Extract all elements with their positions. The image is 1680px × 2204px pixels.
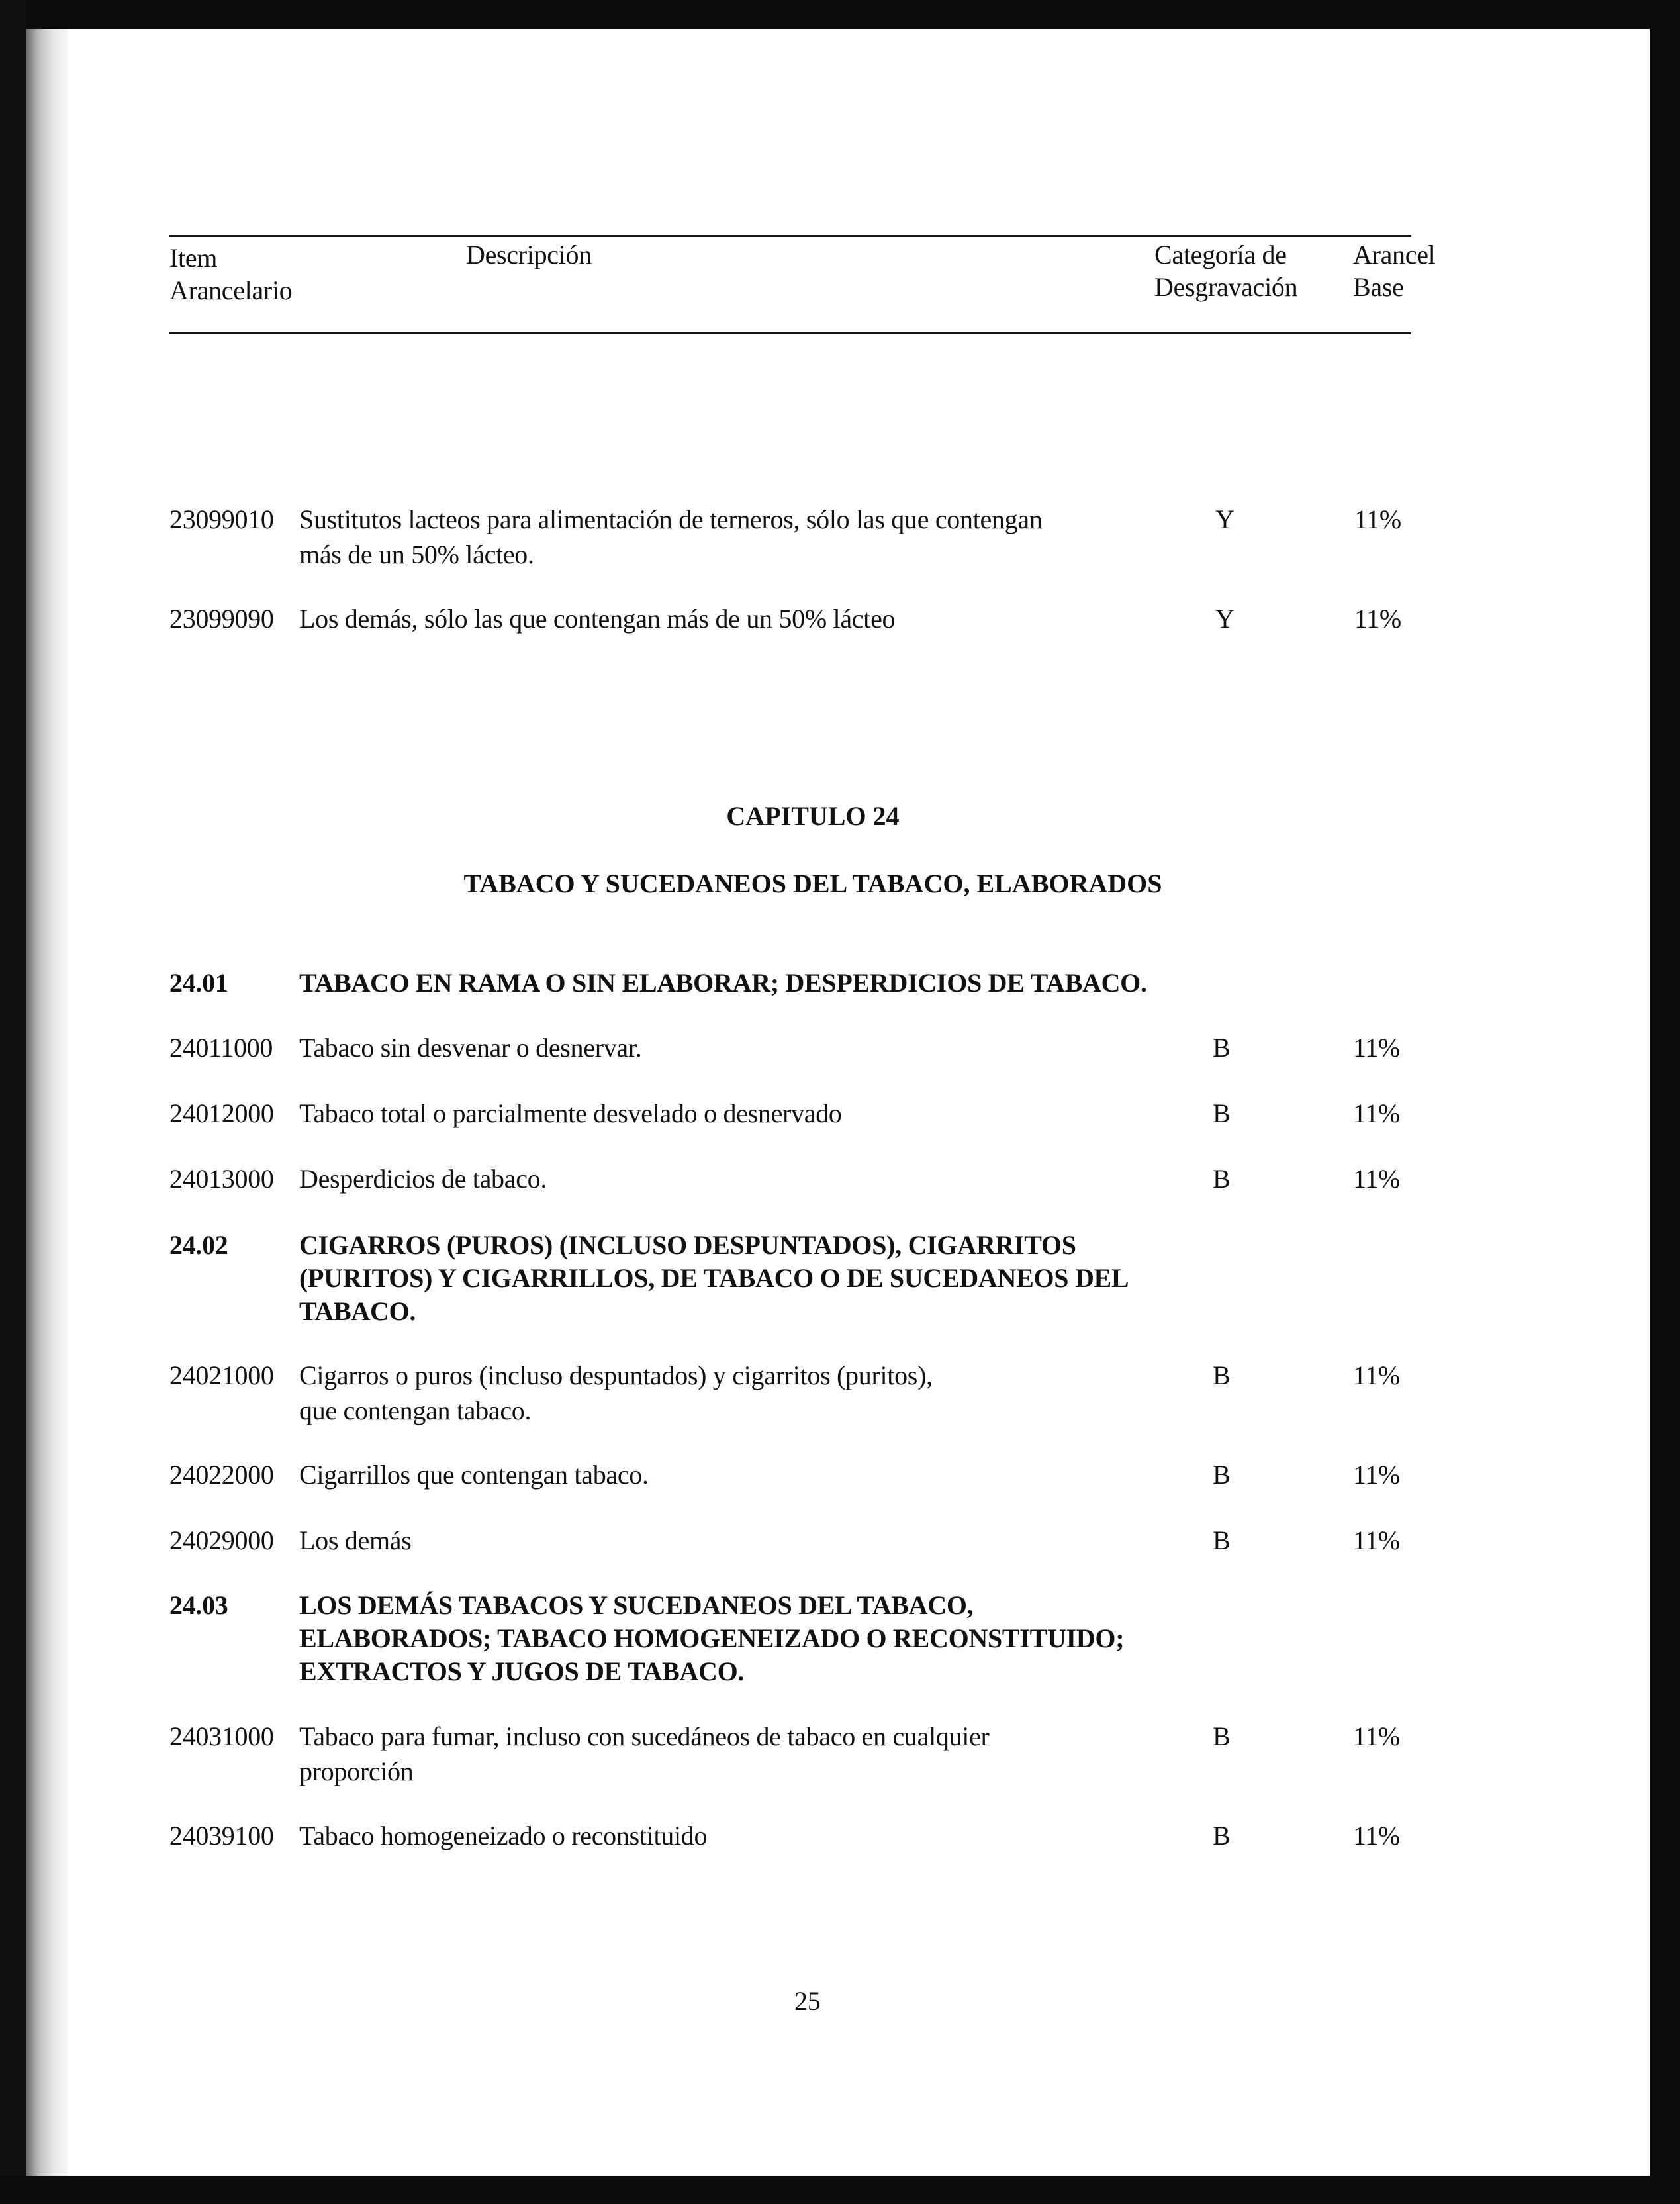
item-code: 23099010 xyxy=(169,504,274,534)
item-description-line: Cigarros o puros (incluso despuntados) y cigarritos (puritos), xyxy=(299,1361,933,1390)
item-category: Y xyxy=(1215,604,1235,634)
heading-text-line: EXTRACTOS Y JUGOS DE TABACO. xyxy=(299,1656,745,1686)
item-category: B xyxy=(1213,1361,1231,1390)
header-top-rule xyxy=(169,235,1411,237)
item-base-rate: 11% xyxy=(1354,504,1401,534)
item-code: 23099090 xyxy=(169,604,274,634)
item-base-rate: 11% xyxy=(1353,1098,1400,1128)
item-base-rate: 11% xyxy=(1353,1525,1400,1555)
item-base-rate: 11% xyxy=(1353,1164,1400,1194)
item-description-line: proporción xyxy=(299,1756,414,1786)
item-code: 24031000 xyxy=(169,1721,274,1751)
header-item-line2: Arancelario xyxy=(169,275,293,305)
heading-text-line: (PURITOS) Y CIGARRILLOS, DE TABACO O DE SUCEDANEOS DEL xyxy=(299,1263,1129,1293)
item-description-line: Cigarrillos que contengan tabaco. xyxy=(299,1460,649,1490)
header-item-line1: Item xyxy=(169,243,218,273)
heading-text-line: CIGARROS (PUROS) (INCLUSO DESPUNTADOS), CIGARRITOS xyxy=(299,1230,1076,1260)
header-category-line2: Desgravación xyxy=(1154,272,1298,302)
scan-border-top xyxy=(0,0,1680,29)
scan-border-bottom xyxy=(0,2176,1680,2204)
item-category: B xyxy=(1213,1164,1231,1194)
chapter-subtitle: TABACO Y SUCEDANEOS DEL TABACO, ELABORADOS xyxy=(463,869,1162,898)
item-description-line: Sustitutos lacteos para alimentación de terneros, sólo las que contengan xyxy=(299,504,1043,534)
item-base-rate: 11% xyxy=(1353,1821,1400,1850)
chapter-title: CAPITULO 24 xyxy=(726,801,900,831)
item-description-line: Tabaco para fumar, incluso con sucedáneos de tabaco en cualquier xyxy=(299,1721,990,1751)
item-description-line: Los demás xyxy=(299,1525,412,1555)
item-category: B xyxy=(1213,1525,1231,1555)
heading-text-line: LOS DEMÁS TABACOS Y SUCEDANEOS DEL TABACO, xyxy=(299,1590,974,1620)
item-description-line: Desperdicios de tabaco. xyxy=(299,1164,547,1194)
heading-code: 24.01 xyxy=(169,968,228,998)
item-category: B xyxy=(1213,1098,1231,1128)
page-binding-shadow xyxy=(26,29,68,2176)
item-code: 24039100 xyxy=(169,1821,274,1850)
item-category: B xyxy=(1213,1721,1231,1751)
item-code: 24022000 xyxy=(169,1460,274,1490)
page-number: 25 xyxy=(794,1986,821,2016)
item-code: 24013000 xyxy=(169,1164,274,1194)
item-description-line: Tabaco total o parcialmente desvelado o desnervado xyxy=(299,1098,842,1128)
item-description-line: Los demás, sólo las que contengan más de un 50% lácteo xyxy=(299,604,896,634)
item-base-rate: 11% xyxy=(1354,604,1401,634)
item-base-rate: 11% xyxy=(1353,1721,1400,1751)
heading-code: 24.02 xyxy=(169,1230,228,1260)
item-description-line: Tabaco sin desvenar o desnervar. xyxy=(299,1033,642,1063)
item-category: Y xyxy=(1215,504,1235,534)
item-code: 24029000 xyxy=(169,1525,274,1555)
item-base-rate: 11% xyxy=(1353,1361,1400,1390)
item-code: 24021000 xyxy=(169,1361,274,1390)
item-description-line: más de un 50% lácteo. xyxy=(299,540,534,569)
item-code: 24012000 xyxy=(169,1098,274,1128)
item-category: B xyxy=(1213,1821,1231,1850)
header-base-line2: Base xyxy=(1353,272,1404,302)
header-description: Descripción xyxy=(466,240,592,269)
header-category-line1: Categoría de xyxy=(1154,240,1287,269)
scan-border-right xyxy=(1650,0,1680,2204)
item-base-rate: 11% xyxy=(1353,1460,1400,1490)
item-category: B xyxy=(1213,1460,1231,1490)
scan-border-left xyxy=(0,0,26,2204)
heading-code: 24.03 xyxy=(169,1590,228,1620)
header-bottom-rule xyxy=(169,332,1411,334)
item-code: 24011000 xyxy=(169,1033,273,1063)
item-description-line: que contengan tabaco. xyxy=(299,1396,532,1425)
heading-text-line: TABACO. xyxy=(299,1296,416,1326)
heading-text-line: ELABORADOS; TABACO HOMOGENEIZADO O RECONSTITUIDO; xyxy=(299,1623,1125,1653)
header-base-line1: Arancel xyxy=(1353,240,1436,269)
item-description-line: Tabaco homogeneizado o reconstituido xyxy=(299,1821,708,1850)
item-category: B xyxy=(1213,1033,1231,1063)
heading-text-line: TABACO EN RAMA O SIN ELABORAR; DESPERDICIOS DE TABACO. xyxy=(299,968,1147,998)
item-base-rate: 11% xyxy=(1353,1033,1400,1063)
